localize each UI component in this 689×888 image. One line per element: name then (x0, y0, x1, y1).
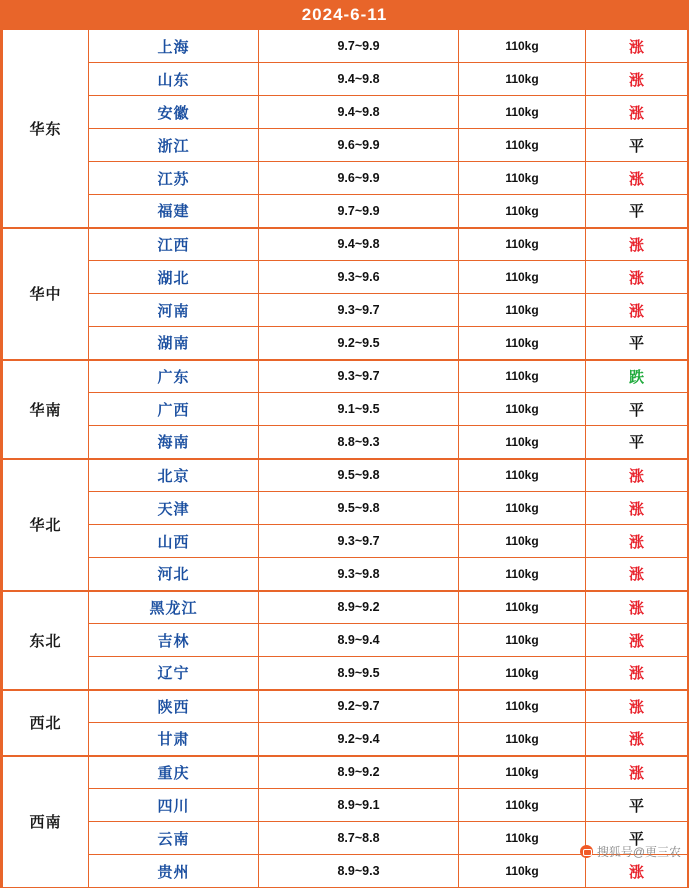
province-cell: 云南 (89, 822, 259, 855)
table-row (3, 624, 688, 657)
region-cell: 华中 (3, 228, 89, 360)
province-cell: 浙江 (89, 129, 259, 162)
trend-cell: 涨 (586, 261, 688, 294)
trend-cell: 涨 (586, 855, 688, 888)
province-cell: 福建 (89, 195, 259, 228)
price-cell: 9.4~9.8 (259, 96, 459, 129)
trend-cell: 涨 (586, 228, 688, 261)
region-cell: 华南 (3, 360, 89, 459)
province-cell: 四川 (89, 789, 259, 822)
price-cell: 8.9~9.5 (259, 657, 459, 690)
table-row (3, 558, 688, 591)
price-cell: 9.3~9.7 (259, 294, 459, 327)
province-cell: 江苏 (89, 162, 259, 195)
region-cell: 华东 (3, 30, 89, 228)
weight-cell: 110kg (459, 723, 586, 756)
province-cell: 重庆 (89, 756, 259, 789)
province-cell: 广东 (89, 360, 259, 393)
price-cell: 9.3~9.6 (259, 261, 459, 294)
weight-cell: 110kg (459, 63, 586, 96)
table-row (3, 525, 688, 558)
trend-cell: 涨 (586, 591, 688, 624)
weight-cell: 110kg (459, 261, 586, 294)
trend-cell: 平 (586, 789, 688, 822)
province-cell: 海南 (89, 426, 259, 459)
province-cell: 山东 (89, 63, 259, 96)
region-cell: 东北 (3, 591, 89, 690)
trend-cell: 涨 (586, 492, 688, 525)
province-cell: 湖北 (89, 261, 259, 294)
watermark (580, 843, 681, 860)
province-cell: 河北 (89, 558, 259, 591)
price-cell: 9.3~9.7 (259, 360, 459, 393)
province-cell: 北京 (89, 459, 259, 492)
trend-cell: 涨 (586, 558, 688, 591)
watermark-text: 搜狐号@更三农 (596, 845, 681, 859)
province-cell: 甘肃 (89, 723, 259, 756)
weight-cell: 110kg (459, 195, 586, 228)
table-row (3, 63, 688, 96)
price-cell: 9.7~9.9 (259, 195, 459, 228)
price-cell: 9.3~9.7 (259, 525, 459, 558)
trend-cell: 涨 (586, 294, 688, 327)
price-cell: 8.9~9.4 (259, 624, 459, 657)
weight-cell: 110kg (459, 393, 586, 426)
weight-cell: 110kg (459, 96, 586, 129)
price-cell: 9.6~9.9 (259, 162, 459, 195)
table-row (3, 294, 688, 327)
price-cell: 9.1~9.5 (259, 393, 459, 426)
price-cell: 9.3~9.8 (259, 558, 459, 591)
trend-cell: 涨 (586, 162, 688, 195)
table-row (3, 393, 688, 426)
weight-cell: 110kg (459, 822, 586, 855)
region-cell: 西北 (3, 690, 89, 756)
weight-cell: 110kg (459, 162, 586, 195)
weight-cell: 110kg (459, 690, 586, 723)
province-cell: 吉林 (89, 624, 259, 657)
price-cell: 8.9~9.1 (259, 789, 459, 822)
table-row (3, 30, 688, 63)
trend-cell: 涨 (586, 690, 688, 723)
table-row (3, 426, 688, 459)
weight-cell: 110kg (459, 327, 586, 360)
price-cell: 9.5~9.8 (259, 492, 459, 525)
weight-cell: 110kg (459, 756, 586, 789)
weight-cell: 110kg (459, 129, 586, 162)
table-row (3, 690, 688, 723)
weight-cell: 110kg (459, 591, 586, 624)
province-cell: 黑龙江 (89, 591, 259, 624)
price-cell: 8.9~9.3 (259, 855, 459, 888)
page-title: 2024-6-11 (2, 0, 687, 29)
weight-cell: 110kg (459, 624, 586, 657)
pig-price-table (2, 29, 688, 888)
trend-cell: 涨 (586, 459, 688, 492)
price-cell: 8.8~9.3 (259, 426, 459, 459)
price-cell: 9.2~9.5 (259, 327, 459, 360)
trend-cell: 平 (586, 195, 688, 228)
table-row (3, 756, 688, 789)
weight-cell: 110kg (459, 459, 586, 492)
trend-cell: 平 (586, 426, 688, 459)
table-row (3, 327, 688, 360)
weight-cell: 110kg (459, 426, 586, 459)
trend-cell: 涨 (586, 96, 688, 129)
weight-cell: 110kg (459, 492, 586, 525)
table-row (3, 195, 688, 228)
weight-cell: 110kg (459, 855, 586, 888)
price-cell: 9.2~9.4 (259, 723, 459, 756)
table-row (3, 492, 688, 525)
trend-cell: 涨 (586, 30, 688, 63)
trend-cell: 平 (586, 393, 688, 426)
price-cell: 9.4~9.8 (259, 63, 459, 96)
province-cell: 河南 (89, 294, 259, 327)
weight-cell: 110kg (459, 657, 586, 690)
price-cell: 9.6~9.9 (259, 129, 459, 162)
province-cell: 贵州 (89, 855, 259, 888)
province-cell: 广西 (89, 393, 259, 426)
table-row (3, 261, 688, 294)
table-row (3, 723, 688, 756)
trend-cell: 涨 (586, 723, 688, 756)
trend-cell: 跌 (586, 360, 688, 393)
price-cell: 8.9~9.2 (259, 756, 459, 789)
table-row (3, 96, 688, 129)
weight-cell: 110kg (459, 525, 586, 558)
province-cell: 江西 (89, 228, 259, 261)
region-cell: 华北 (3, 459, 89, 591)
weight-cell: 110kg (459, 294, 586, 327)
price-cell: 8.9~9.2 (259, 591, 459, 624)
province-cell: 山西 (89, 525, 259, 558)
price-cell: 9.7~9.9 (259, 30, 459, 63)
trend-cell: 平 (586, 327, 688, 360)
price-cell: 9.2~9.7 (259, 690, 459, 723)
table-row (3, 129, 688, 162)
province-cell: 上海 (89, 30, 259, 63)
region-cell: 西南 (3, 756, 89, 888)
table-row (3, 228, 688, 261)
sohu-logo-icon (580, 845, 593, 858)
trend-cell: 涨 (586, 657, 688, 690)
province-cell: 陕西 (89, 690, 259, 723)
weight-cell: 110kg (459, 360, 586, 393)
table-row (3, 789, 688, 822)
trend-cell: 涨 (586, 63, 688, 96)
price-cell: 8.7~8.8 (259, 822, 459, 855)
weight-cell: 110kg (459, 558, 586, 591)
table-row (3, 657, 688, 690)
trend-cell: 平 (586, 822, 688, 855)
trend-cell: 涨 (586, 756, 688, 789)
trend-cell: 涨 (586, 624, 688, 657)
weight-cell: 110kg (459, 228, 586, 261)
province-cell: 湖南 (89, 327, 259, 360)
trend-cell: 涨 (586, 525, 688, 558)
price-cell: 9.4~9.8 (259, 228, 459, 261)
province-cell: 辽宁 (89, 657, 259, 690)
price-cell: 9.5~9.8 (259, 459, 459, 492)
trend-cell: 平 (586, 129, 688, 162)
province-cell: 安徽 (89, 96, 259, 129)
table-row (3, 162, 688, 195)
weight-cell: 110kg (459, 30, 586, 63)
weight-cell: 110kg (459, 789, 586, 822)
province-cell: 天津 (89, 492, 259, 525)
table-row (3, 591, 688, 624)
table-row (3, 459, 688, 492)
table-row (3, 360, 688, 393)
